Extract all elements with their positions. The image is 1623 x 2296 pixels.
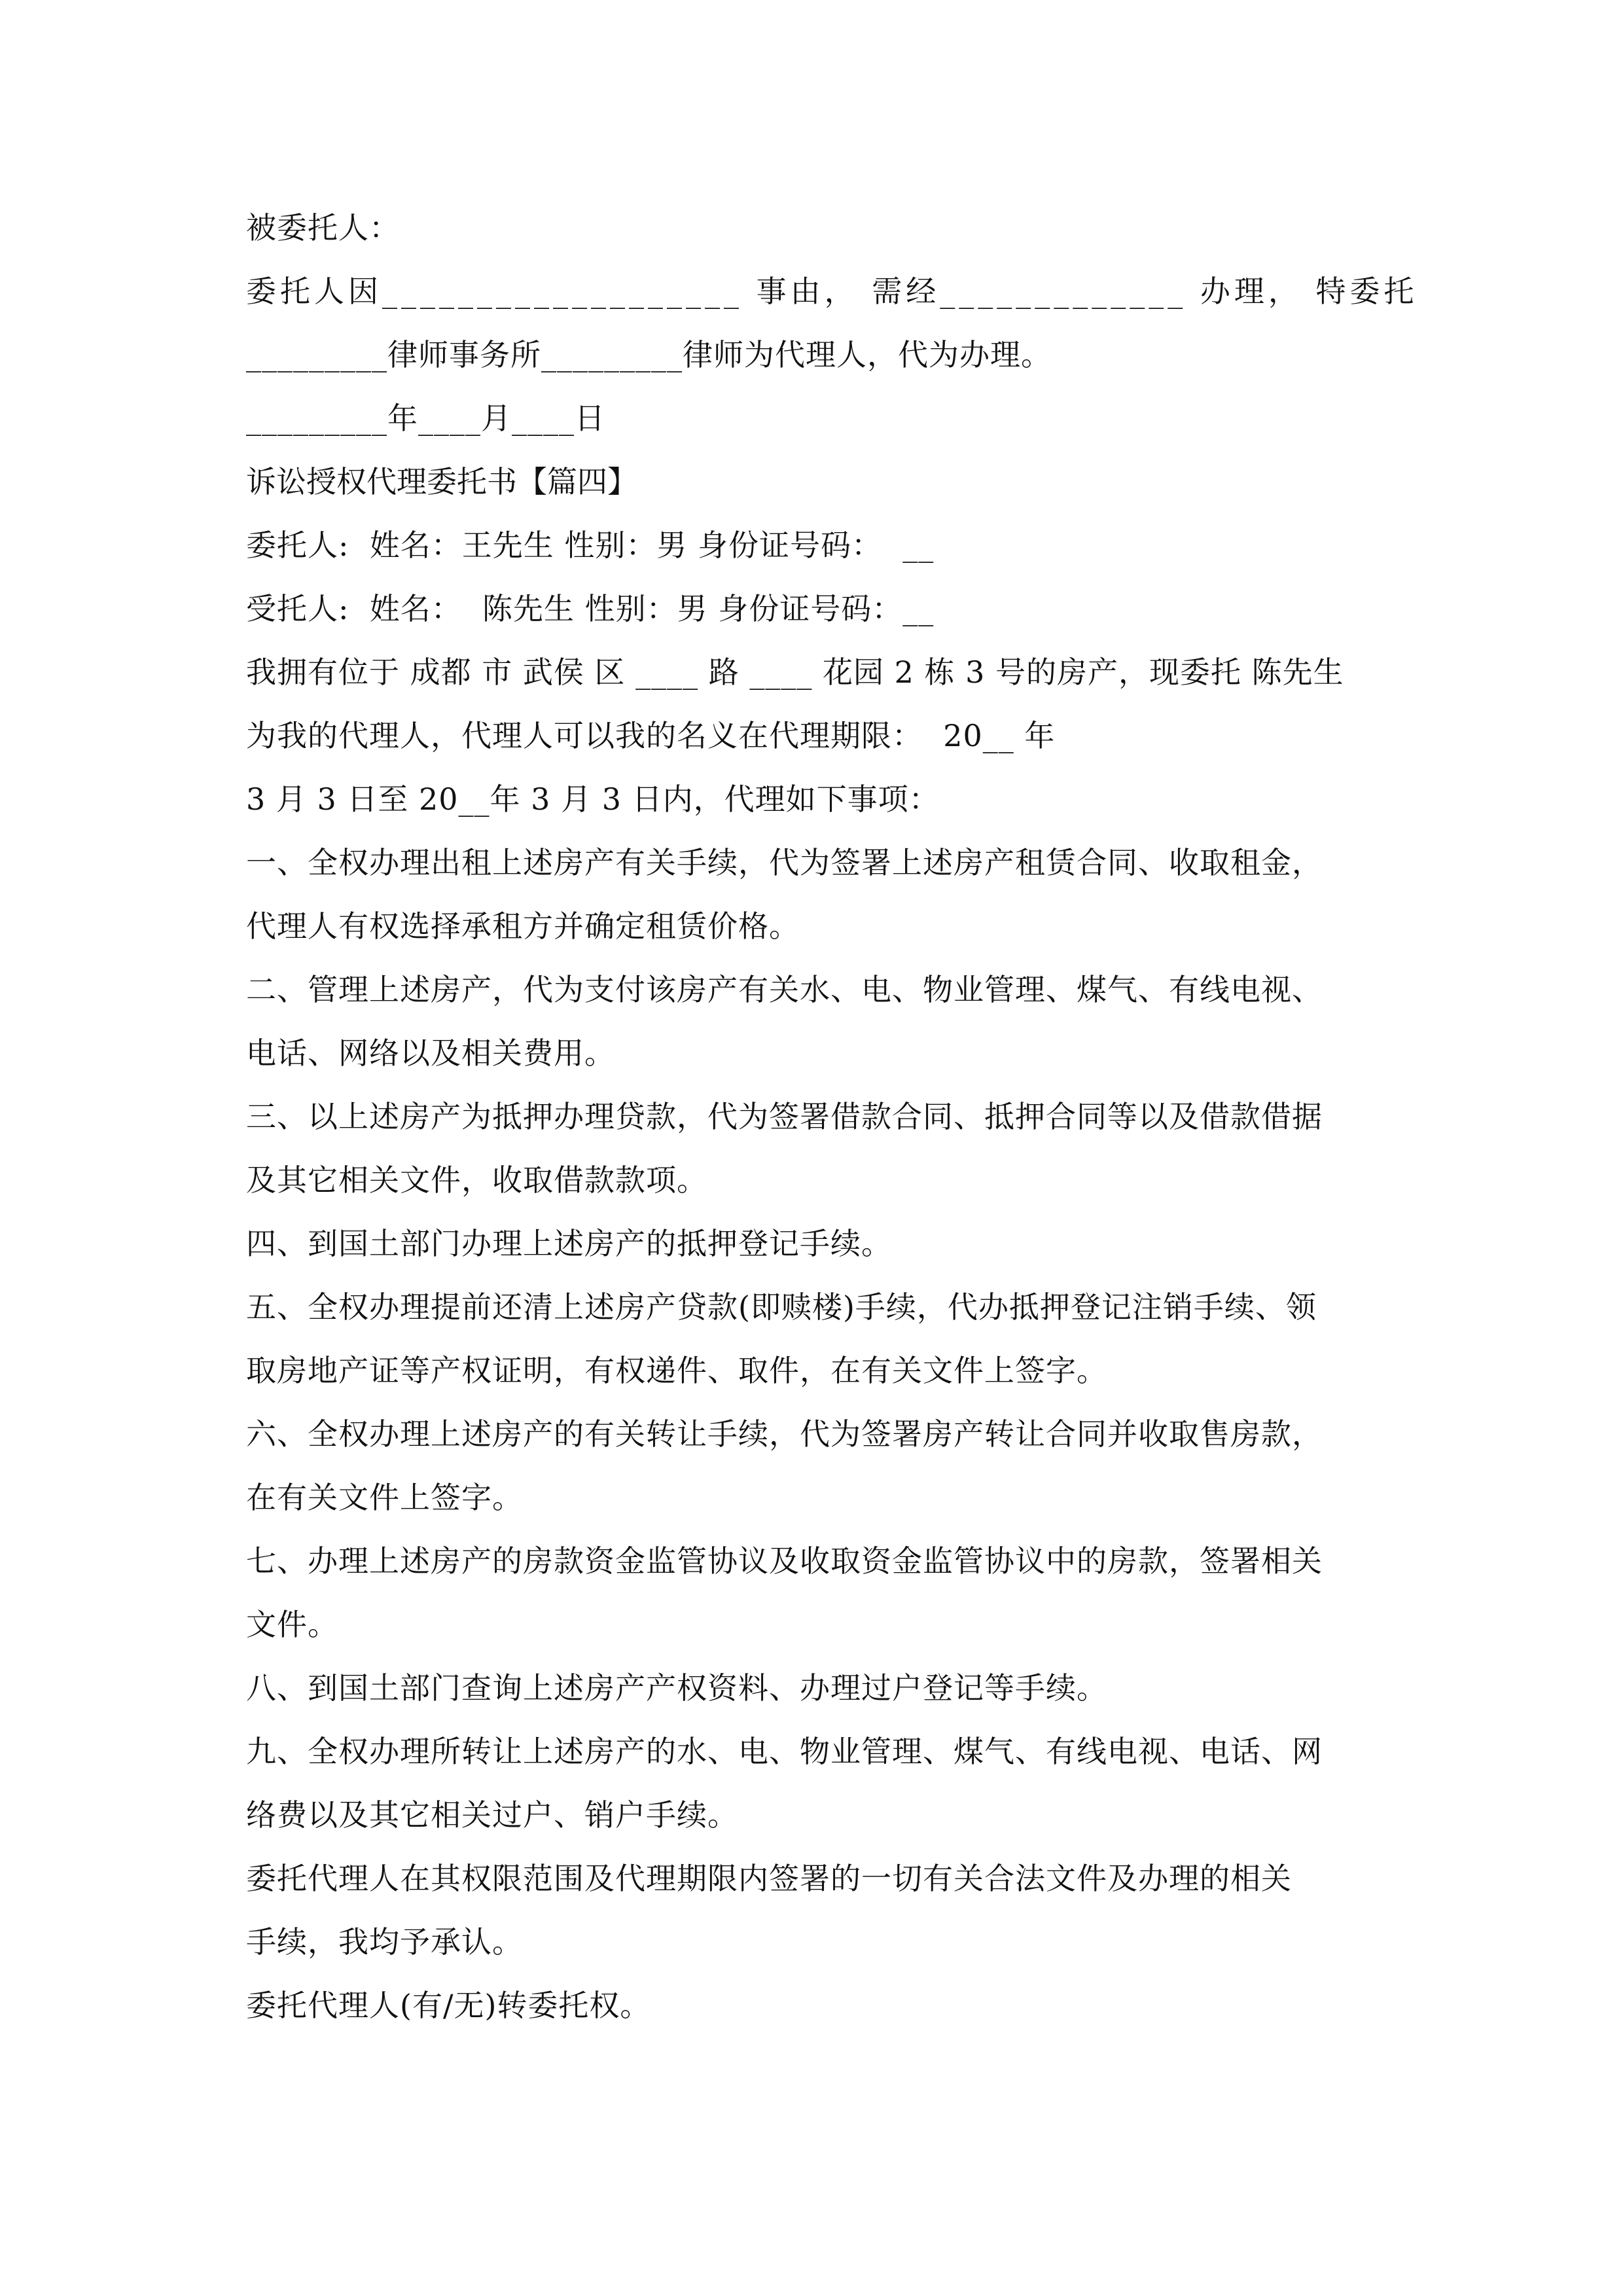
item-1-line-2: 代理人有权选择承租方并确定租赁价格。	[246, 908, 800, 944]
property-line: 我拥有位于 成都 市 武侯 区 ____ 路 ____ 花园 2 栋 3 号的房产，现委托 陈先生	[246, 655, 1344, 690]
item-7-line-2: 文件。	[246, 1607, 338, 1642]
agent-info-line: 受托人: 姓名： 陈先生 性别：男 身份证号码：__	[246, 591, 935, 626]
principal-info-line: 委托人: 姓名：王先生 性别：男 身份证号码： __	[246, 528, 935, 563]
item-9-line-2: 络费以及其它相关过户、销户手续。	[246, 1797, 738, 1833]
acknowledgement-line-1: 委托代理人在其权限范围及代理期限内签署的一切有关合法文件及办理的相关	[246, 1861, 1292, 1896]
item-6-line-2: 在有关文件上签字。	[246, 1480, 523, 1515]
item-9-line-1: 九、全权办理所转让上述房产的水、电、物业管理、煤气、有线电视、电话、网	[246, 1734, 1323, 1769]
item-5-line-1: 五、全权办理提前还清上述房产贷款(即赎楼)手续，代办抵押登记注销手续、领	[246, 1289, 1317, 1325]
principal-label-line: 被委托人：	[246, 210, 400, 245]
date-line: _________年____月____日	[246, 401, 605, 436]
item-1-line-1: 一、全权办理出租上述房产有关手续，代为签署上述房产租赁合同、收取租金，	[246, 845, 1323, 880]
item-5-line-2: 取房地产证等产权证明，有权递件、取件，在有关文件上签字。	[246, 1353, 1107, 1388]
item-3-line-2: 及其它相关文件，收取借款款项。	[246, 1162, 707, 1198]
sub-delegation-line: 委托代理人(有/无)转委托权。	[246, 1988, 651, 2023]
document-body	[246, 196, 1418, 2037]
agency-period-line: 为我的代理人，代理人可以我的名义在代理期限： 20__ 年	[246, 718, 1056, 753]
law-firm-line: _________律师事务所_________律师为代理人，代为办理。	[246, 337, 1052, 372]
item-6-line-1: 六、全权办理上述房产的有关转让手续，代为签署房产转让合同并收取售房款，	[246, 1416, 1323, 1452]
agency-dates-line: 3 月 3 日至 20__年 3 月 3 日内，代理如下事项：	[246, 781, 940, 817]
item-4-line: 四、到国土部门办理上述房产的抵押登记手续。	[246, 1226, 892, 1261]
section-heading: 诉讼授权代理委托书【篇四】	[246, 464, 637, 499]
item-2-line-2: 电话、网络以及相关费用。	[246, 1035, 615, 1071]
acknowledgement-line-2: 手续，我均予承认。	[246, 1924, 523, 1960]
item-3-line-1: 三、以上述房产为抵押办理贷款，代为签署借款合同、抵押合同等以及借款借据	[246, 1099, 1323, 1134]
entrust-reason-line: 委托人因___________________ 事由， 需经_____________ 办理， 特委托	[246, 274, 1418, 309]
item-7-line-1: 七、办理上述房产的房款资金监管协议及收取资金监管协议中的房款，签署相关	[246, 1543, 1323, 1579]
item-8-line: 八、到国土部门查询上述房产产权资料、办理过户登记等手续。	[246, 1670, 1107, 1706]
item-2-line-1: 二、管理上述房产，代为支付该房产有关水、电、物业管理、煤气、有线电视、	[246, 972, 1323, 1007]
